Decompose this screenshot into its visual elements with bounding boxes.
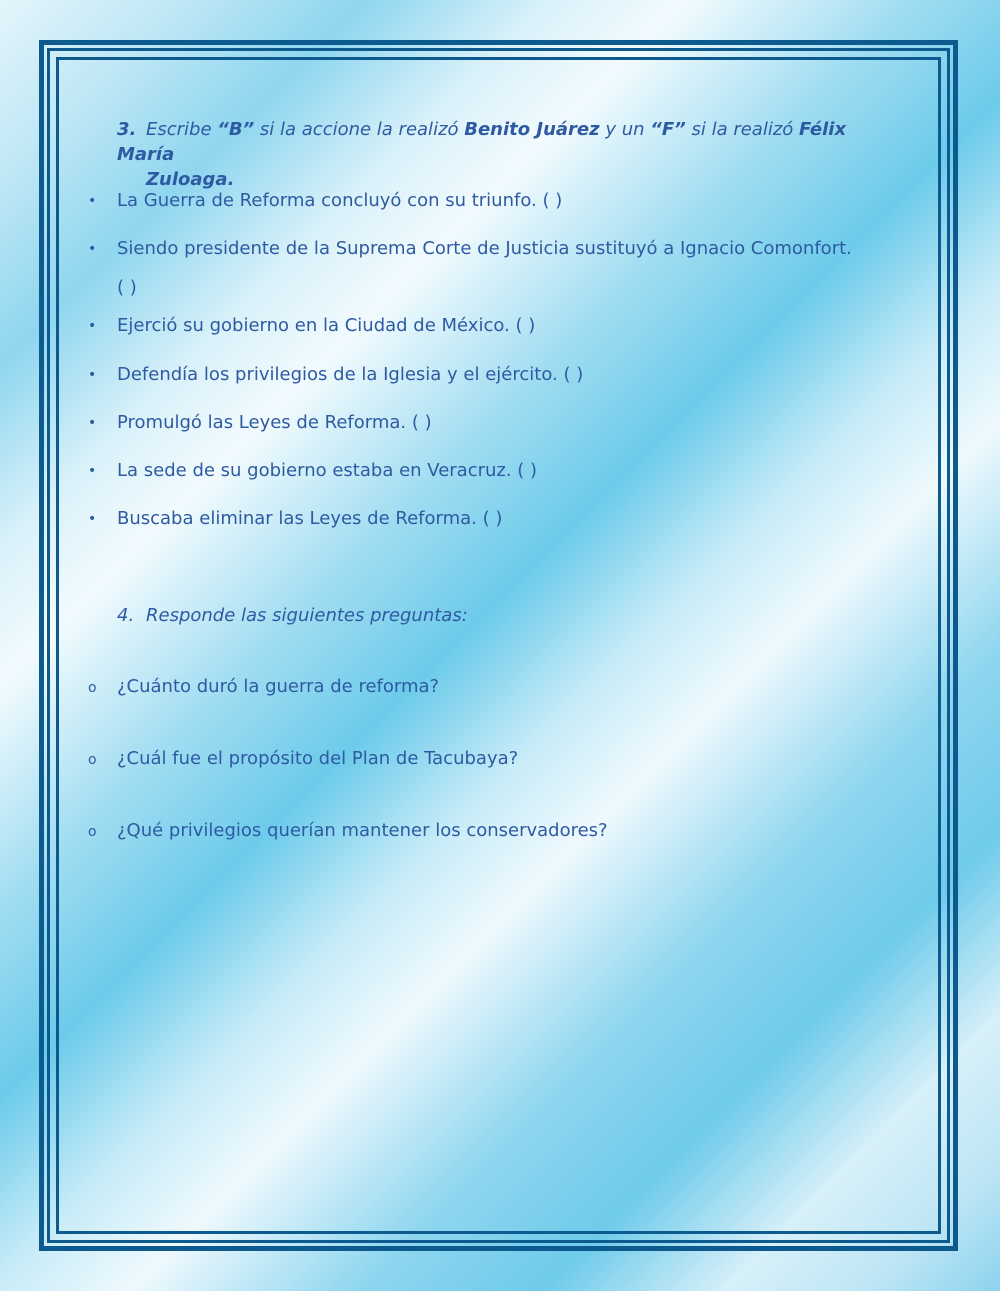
bullet-icon: •: [88, 318, 97, 334]
instruction-f-letter: “F”: [650, 119, 686, 140]
question-text[interactable]: ¿Qué privilegios querían mantener los conservadores?: [117, 820, 608, 841]
statement-text[interactable]: Ejerció su gobierno en la Ciudad de México. ( ): [117, 315, 536, 336]
instruction-name-juarez: Benito Juárez: [464, 119, 600, 140]
statement-item: [88, 411, 918, 436]
section-4-number: 4.: [117, 605, 135, 626]
bullet-icon: •: [88, 415, 97, 431]
instruction-text: Escribe: [146, 119, 218, 140]
circle-bullet-icon: o: [88, 752, 97, 768]
statement-item: [88, 314, 918, 339]
statement-text[interactable]: Promulgó las Leyes de Reforma. ( ): [117, 412, 432, 433]
question-text[interactable]: ¿Cuál fue el propósito del Plan de Tacubaya?: [117, 748, 519, 769]
statement-text[interactable]: Buscaba eliminar las Leyes de Reforma. ( ): [117, 508, 503, 529]
instruction-text: si la accione la realizó: [254, 119, 465, 140]
instruction-text: y un: [599, 119, 651, 140]
bullet-icon: •: [88, 511, 97, 527]
statement-text[interactable]: La Guerra de Reforma concluyó con su triunfo. ( ): [117, 190, 563, 211]
statement-answer-blank[interactable]: ( ): [117, 277, 137, 298]
instruction-name-zuloaga-cont: Zuloaga.: [146, 169, 235, 190]
question-item: [88, 675, 918, 700]
section-3-heading-line-1: [117, 117, 907, 167]
bullet-icon: •: [88, 367, 97, 383]
statement-item: [88, 459, 918, 484]
bullet-icon: •: [88, 463, 97, 479]
circle-bullet-icon: o: [88, 824, 97, 840]
bullet-icon: •: [88, 241, 97, 257]
section-3-heading: [117, 117, 907, 192]
statement-item: [88, 189, 918, 214]
section-3-number: 3.: [117, 119, 137, 140]
instruction-text: si la realizó: [685, 119, 800, 140]
section-4-heading: [117, 603, 907, 628]
statement-text[interactable]: Siendo presidente de la Suprema Corte de Justicia sustituyó a Ignacio Comonfort.: [117, 238, 852, 259]
statement-text[interactable]: La sede de su gobierno estaba en Veracruz. ( ): [117, 460, 538, 481]
instruction-b-letter: “B”: [217, 119, 255, 140]
statement-text[interactable]: Defendía los privilegios de la Iglesia y el ejército. ( ): [117, 364, 584, 385]
question-item: [88, 819, 918, 844]
question-text[interactable]: ¿Cuánto duró la guerra de reforma?: [117, 676, 440, 697]
question-item: [88, 747, 918, 772]
circle-bullet-icon: o: [88, 680, 97, 696]
statement-item: [88, 363, 918, 388]
section-4-title: Responde las siguientes preguntas:: [146, 605, 468, 626]
bullet-icon: •: [88, 193, 97, 209]
instruction-name-zuloaga: Félix María: [117, 119, 847, 165]
statement-item: [88, 507, 918, 532]
statement-item: [88, 237, 918, 298]
